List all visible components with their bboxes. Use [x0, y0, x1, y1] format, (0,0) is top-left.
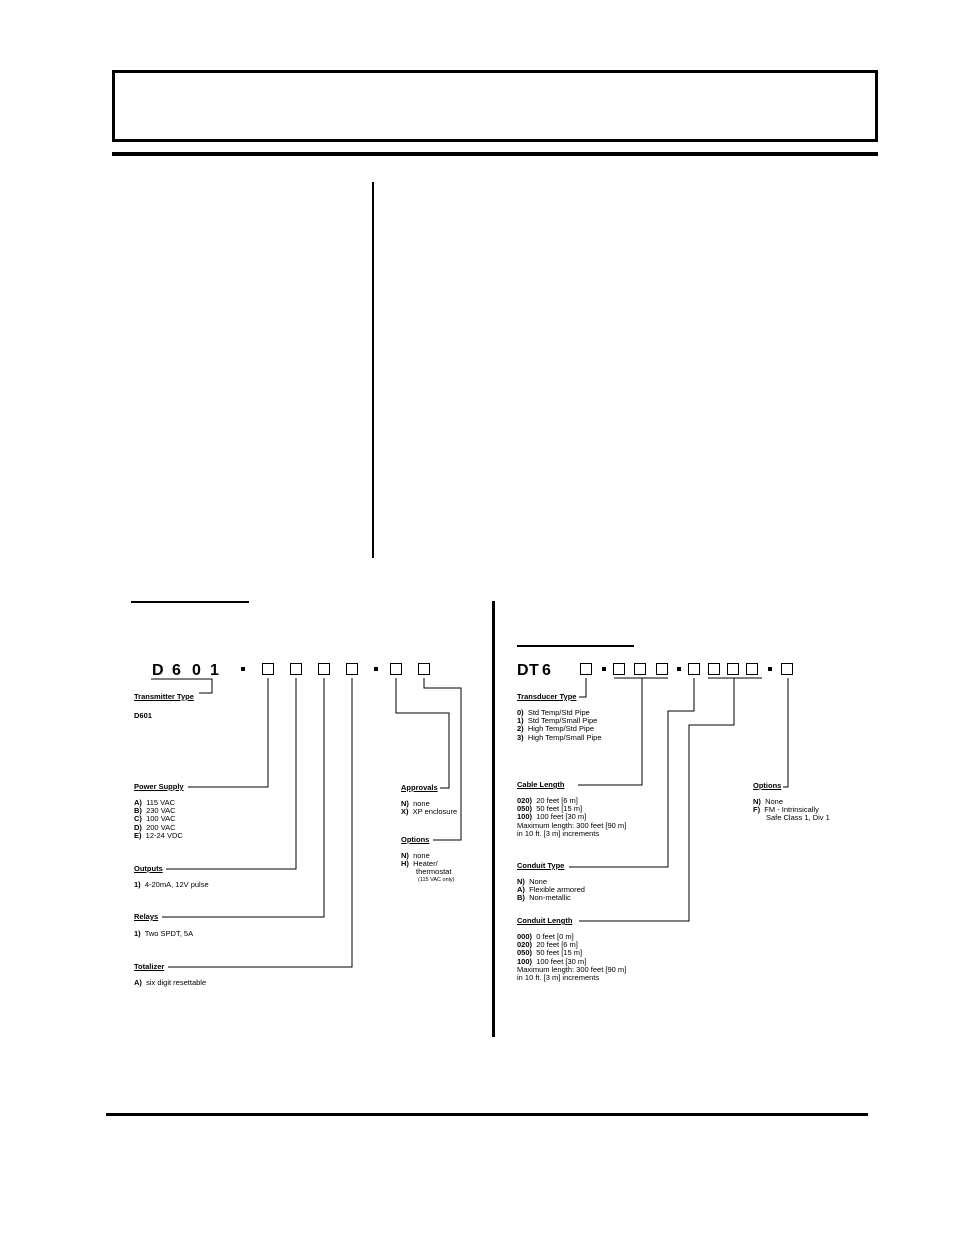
code-box-approvals	[390, 663, 402, 675]
list-item: 1) 4-20mA, 12V pulse	[134, 880, 209, 889]
conduit-length-options	[517, 933, 626, 982]
conduit-length-label: Conduit Length	[517, 916, 573, 925]
transmitter-type-label: Transmitter Type	[134, 692, 194, 701]
left-options-label: Options	[401, 835, 430, 844]
list-item: A) six digit resettable	[134, 978, 207, 987]
relays-options	[134, 930, 193, 938]
list-item: 0) Std Temp/Std Pipe	[517, 708, 590, 717]
list-item: in 10 ft. [3 m] increments	[517, 973, 600, 983]
list-item: 100) 100 feet [30 m]	[517, 956, 587, 966]
list-item: Safe Class 1, Div 1	[766, 813, 830, 823]
code-separator	[241, 667, 245, 671]
list-item: F) FM - Intrinsically	[753, 805, 819, 815]
list-item: X) XP enclosure	[401, 807, 458, 817]
power-supply-label: Power Supply	[134, 782, 184, 791]
code-box-outputs	[290, 663, 302, 675]
model-char: 6	[172, 662, 181, 679]
code-separator	[602, 667, 606, 671]
list-item: A) Flexible armored	[517, 885, 585, 895]
totalizer-label: Totalizer	[134, 962, 165, 971]
cable-length-options	[517, 797, 626, 838]
list-item: 000) 0 feet [0 m]	[517, 932, 574, 941]
list-item: 3) High Temp/Small Pipe	[517, 732, 602, 742]
left-options-list	[401, 852, 451, 877]
heater-note: (115 VAC only)	[418, 877, 455, 883]
list-item: H) Heater/	[401, 859, 438, 869]
code-box-options	[781, 663, 793, 675]
code-separator	[374, 667, 378, 671]
list-item: 050) 50 feet [15 m]	[517, 948, 583, 958]
code-box-cable-length	[634, 663, 646, 675]
outputs-options	[134, 881, 209, 889]
right-options-list	[753, 798, 830, 823]
code-box-power-supply	[262, 663, 274, 675]
list-item: Maximum length: 300 feet [90 m]	[517, 964, 627, 974]
code-box-cable-length	[656, 663, 668, 675]
list-item: B) Non-metallic	[517, 893, 571, 903]
code-separator	[768, 667, 772, 671]
list-item: 020) 20 feet [6 m]	[517, 796, 578, 805]
list-item: B) 230 VAC	[134, 806, 176, 816]
list-item: N) None	[517, 877, 548, 886]
code-box-conduit-length	[708, 663, 720, 675]
list-item: 020) 20 feet [6 m]	[517, 940, 578, 950]
model-code-dt6	[517, 662, 581, 682]
conduit-type-options	[517, 878, 585, 903]
model-char: D	[152, 662, 164, 679]
list-item: 2) High Temp/Std Pipe	[517, 724, 594, 734]
right-options-label: Options	[753, 781, 782, 790]
cable-length-label: Cable Length	[517, 780, 565, 789]
code-box-cable-length	[613, 663, 625, 675]
list-item: E) 12-24 VDC	[134, 830, 183, 840]
transducer-type-options	[517, 709, 602, 742]
list-item: 050) 50 feet [15 m]	[517, 804, 583, 814]
code-box-options	[418, 663, 430, 675]
code-separator	[677, 667, 681, 671]
list-item: 1) Std Temp/Small Pipe	[517, 716, 598, 726]
list-item: 100) 100 feet [30 m]	[517, 812, 587, 822]
list-item: N) none	[401, 851, 430, 860]
list-item: A) 115 VAC	[134, 798, 175, 807]
list-item: thermostat	[416, 867, 452, 877]
model-char: T	[529, 662, 539, 679]
approvals-label: Approvals	[401, 783, 438, 792]
model-char: D	[517, 662, 529, 679]
outputs-label: Outputs	[134, 864, 163, 873]
relays-label: Relays	[134, 912, 159, 921]
list-item: D) 200 VAC	[134, 822, 176, 832]
list-item: Maximum length: 300 feet [90 m]	[517, 820, 627, 830]
code-box-conduit-type	[688, 663, 700, 675]
model-code-d601	[152, 662, 232, 682]
transmitter-type-value: D601	[134, 711, 152, 720]
conduit-type-label: Conduit Type	[517, 861, 565, 870]
code-box-totalizer	[346, 663, 358, 675]
code-box-transducer-type	[580, 663, 592, 675]
list-item: C) 100 VAC	[134, 814, 176, 824]
model-char: 0	[192, 662, 201, 679]
transducer-type-label: Transducer Type	[517, 692, 577, 701]
code-box-conduit-length	[746, 663, 758, 675]
code-box-conduit-length	[727, 663, 739, 675]
model-char: 6	[542, 662, 551, 679]
power-supply-options	[134, 799, 183, 840]
list-item: N) none	[401, 799, 430, 808]
code-box-relays	[318, 663, 330, 675]
approvals-options	[401, 800, 457, 816]
list-item: in 10 ft. [3 m] increments	[517, 828, 600, 838]
totalizer-options	[134, 979, 206, 987]
list-item: 1) Two SPDT, 5A	[134, 929, 194, 938]
model-char: 1	[210, 662, 219, 679]
list-item: N) None	[753, 797, 784, 806]
